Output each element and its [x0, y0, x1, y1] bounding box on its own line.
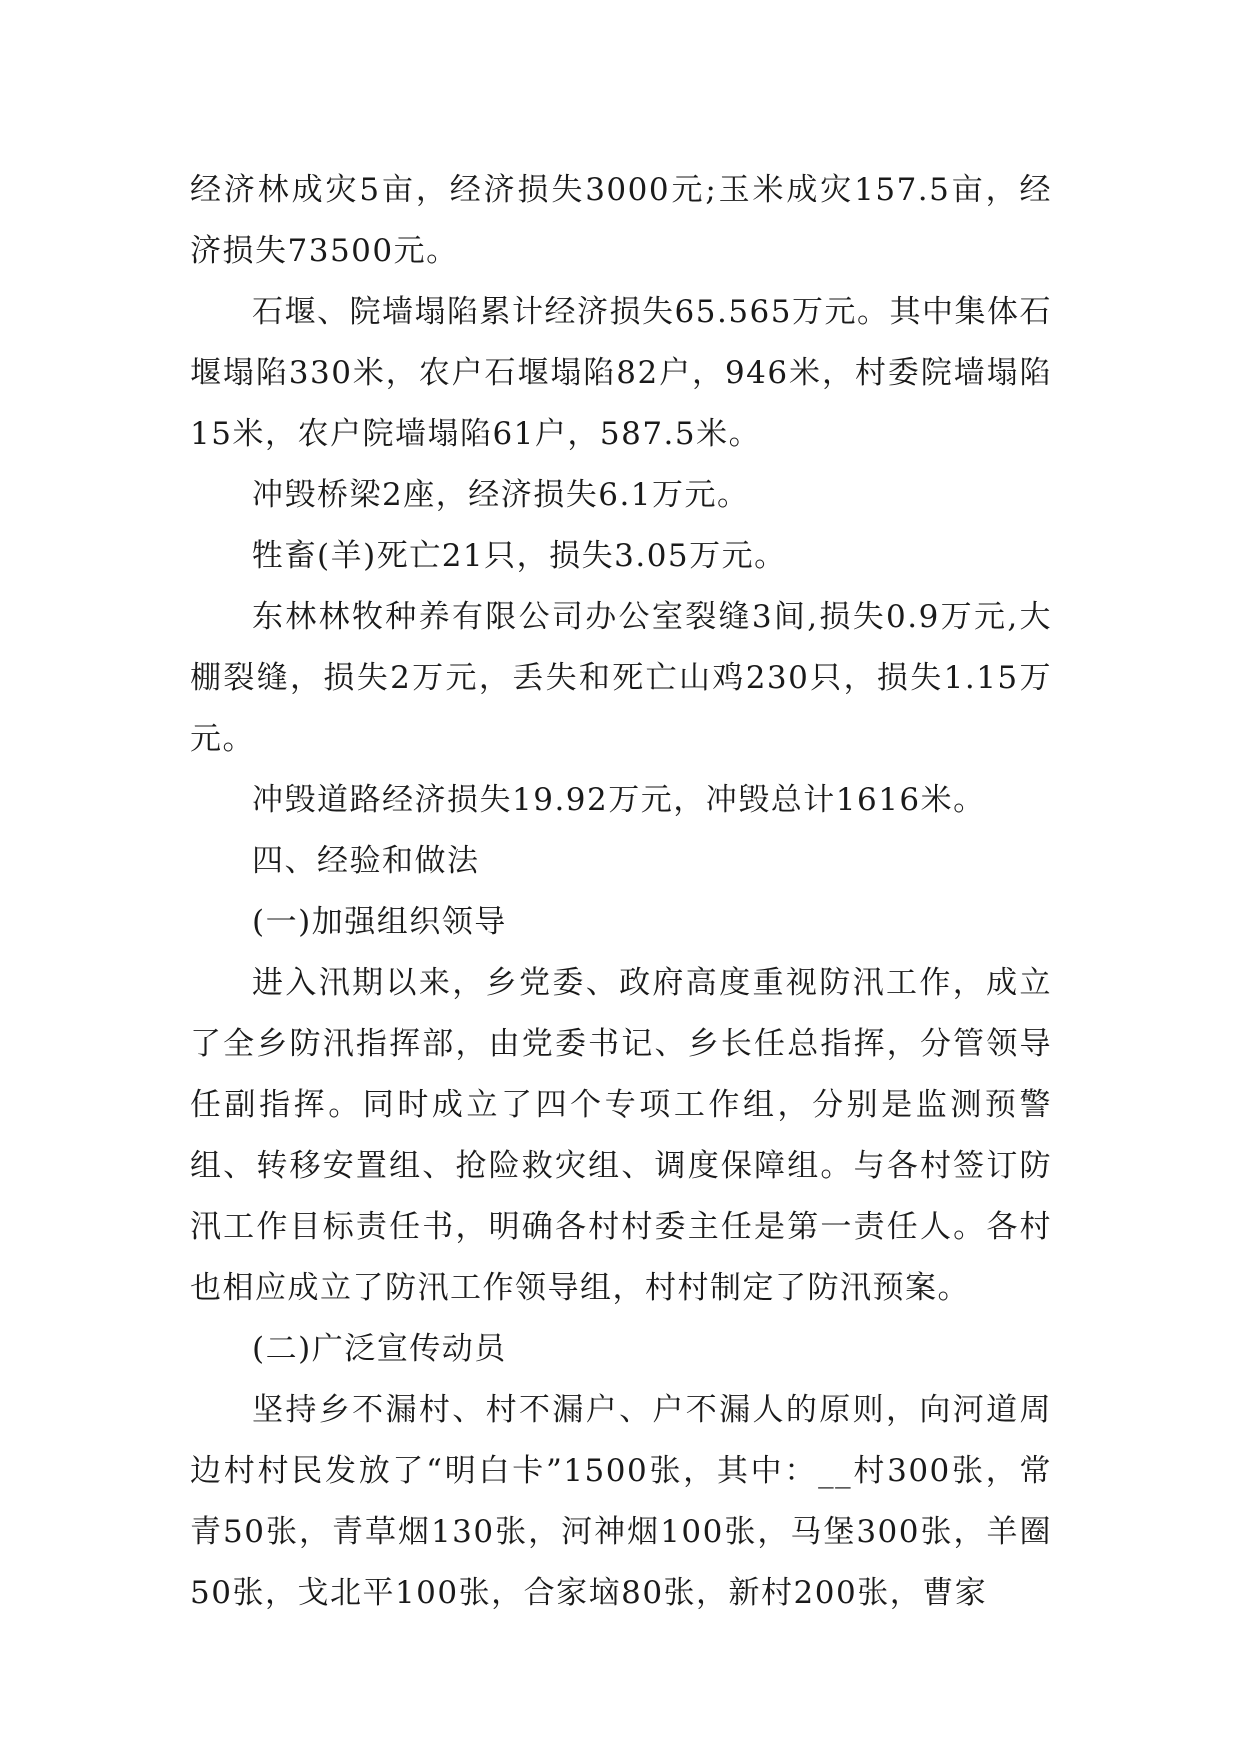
paragraph-livestock-loss: 牲畜(羊)死亡21只，损失3.05万元。	[252, 538, 787, 574]
paragraph-publicity: 坚持乡不漏村、村不漏户、户不漏人的原则，向河道周边村村民发放了“明白卡”1500张，其中：__村300张，常青50张，青草烟130张，河神烟100张，马堡300张，羊圈50张，戈北平100张，合家垴80张，新村200张，曹家	[190, 1392, 1052, 1611]
paragraph-bridge-damage: 冲毁桥梁2座，经济损失6.1万元。	[252, 477, 750, 513]
paragraph-wall-collapse: 石堰、院墙塌陷累计经济损失65.565万元。其中集体石堰塌陷330米，农户石堰塌陷82户，946米，村委院墙塌陷15米，农户院墙塌陷61户，587.5米。	[190, 294, 1052, 452]
paragraph-company-loss: 东林林牧种养有限公司办公室裂缝3间,损失0.9万元,大棚裂缝，损失2万元，丢失和死亡山鸡230只，损失1.15万元。	[190, 599, 1052, 757]
subheading-leadership: (一)加强组织领导	[252, 904, 507, 940]
section-heading-experience: 四、经验和做法	[252, 843, 480, 879]
subheading-publicity: (二)广泛宣传动员	[252, 1331, 507, 1367]
document-body	[190, 160, 1052, 1624]
paragraph-leadership: 进入汛期以来，乡党委、政府高度重视防汛工作，成立了全乡防汛指挥部，由党委书记、乡长任总指挥，分管领导任副指挥。同时成立了四个专项工作组，分别是监测预警组、转移安置组、抢险救灾组、调度保障组。与各村签订防汛工作目标责任书，明确各村村委主任是第一责任人。各村也相应成立了防汛工作领导组，村村制定了防汛预案。	[190, 965, 1052, 1306]
paragraph-crop-loss: 经济林成灾5亩，经济损失3000元;玉米成灾157.5亩，经济损失73500元。	[190, 172, 1052, 269]
paragraph-road-damage: 冲毁道路经济损失19.92万元，冲毁总计1616米。	[252, 782, 986, 818]
